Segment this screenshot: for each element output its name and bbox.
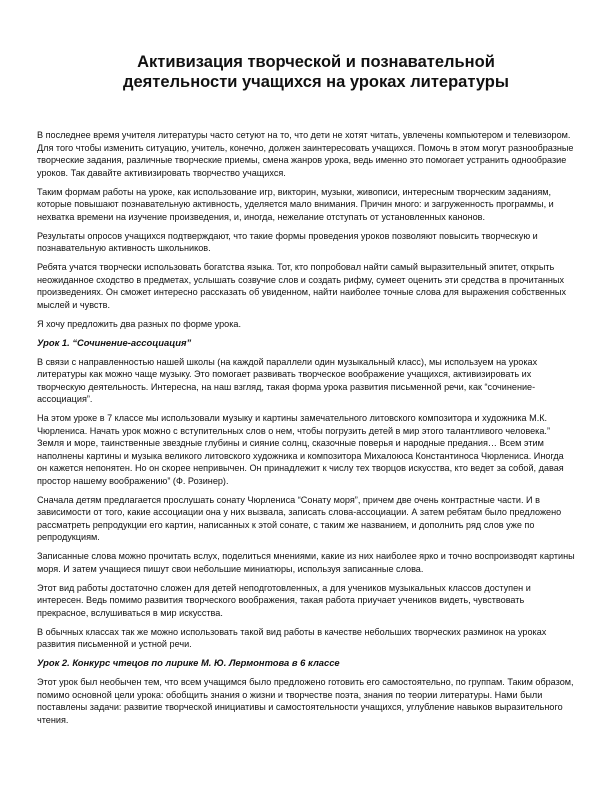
lesson-2-heading: Урок 2. Конкурс чтецов по лирике М. Ю. Лермонтова в 6 классе bbox=[37, 657, 340, 668]
paragraph-8: Сначала детям предлагается прослушать сонату Чюрлениса “Сонату моря”, причем две очень контрастные части. И в зависимости от того, какие ассоциации она у них вызвала, записать слова-ассоциации. А затем ребятам было предложено рассматреть репродукции его картин, написанных к этой сонате, с таким же названием, и дополнить ряд слов уже по репродукциям. bbox=[37, 494, 562, 542]
lesson-1-heading: Урок 1. “Сочинение-ассоциация” bbox=[37, 336, 192, 348]
paragraph-12: Этот урок был необычен тем, что всем учащимся было предложено готовить его самостоятельно, по группам. Таким образом, помимо основной цели урока: обобщить знания о жизни и творчестве поэта, знания по теории литературы. Нами были поставлены задачи: развитие творческой инициативы и самостоятельности учащихся, углубление навыков выразительного чтения. bbox=[37, 677, 574, 725]
paragraph-4: Ребята учатся творчески использовать богатства языка. Тот, кто попробовал найти самый выразительный эпитет, открыть неожиданное сходство в предметах, услышать созвучие слов и создать рифму, сумеет оценить эти средства в прочитанных произведениях. Он сможет интересно рассказать об увиденном, найти наиболее точные слова для выражения собственных мыслей и чувств. bbox=[37, 262, 566, 310]
paragraph-3: Результаты опросов учащихся подтверждают, что такие формы проведения уроков позволяют повысить творческую и познавательную активность школьников. bbox=[37, 230, 538, 253]
paragraph-9: Записанные слова можно прочитать вслух, поделиться мнениями, какие из них наиболее ярко и точно воспроизводят картины моря. И затем учащиеся пишут свои небольшие миниатюры, используя записанные слова. bbox=[37, 551, 575, 574]
title-line-1: Активизация творческой и познавательной bbox=[137, 53, 495, 71]
paragraph-5: Я хочу предложить два разных по форме урока. bbox=[37, 318, 242, 329]
paragraph-11: В обычных классах так же можно использовать такой вид работы в качестве небольших творческих разминок на уроках развития письменной и устной речи. bbox=[37, 626, 547, 649]
document-body bbox=[37, 129, 575, 733]
paragraph-10: Этот вид работы достаточно сложен для детей неподготовленных, а для учеников музыкальных классов доступен и интересен. Ведь помимо развития творческого воображения, такая работа приучает учеников видеть, чувствовать прекрасное, вслушиваться в мир искусства. bbox=[37, 582, 531, 618]
title-line-2: деятельности учащихся на уроках литературы bbox=[123, 73, 509, 91]
paragraph-6: В связи с направленностью нашей школы (на каждой параллели один музыкальный класс), мы используем на уроках литературы как можно чаще музыку. Это помогает развивать творческое воображение учащихся, активизировать их творческую деятельность. Интересна, на наш взгляд, такая форма урока развития письменной речи, как “сочинение-ассоциация”. bbox=[37, 356, 538, 404]
paragraph-2: Таким формам работы на уроке, как использование игр, викторин, музыки, живописи, интересным творческим заданиям, которые повышают познавательную активность, уделяется мало внимания. Причин много: и загруженность программы, и нехватка времени на изучение произведения, и, иногда, нежелание отступать от установленных канонов. bbox=[37, 186, 554, 222]
paragraph-1: В последнее время учителя литературы часто сетуют на то, что дети не хотят читать, увлечены компьютером и телевизором. Для того чтобы изменить ситуацию, учитель, конечно, должен заинтересовать учащихся. Помочь в этом могут разнообразные творческие задания, различные творческие приемы, смена жанров урока, ведь именно это помогает устранить однообразие уроков. Так давайте активизировать творчество учащихся. bbox=[37, 130, 574, 178]
document-title bbox=[60, 52, 572, 92]
paragraph-7: На этом уроке в 7 классе мы использовали музыку и картины замечательного литовского композитора и художника М.К. Чюрлениса. Начать урок можно с вступительных слов о нем, чтобы погрузить детей в мир этого талантливого человека.” Земля и море, таинственные звездные глубины и сияние солнц, сказочные поверья и народные предания… Всем этим наполнены картины и музыка великого литовского художника и композитора Михалоюса Константиноса Чюрлениса. Иногда он кажется непонятен. Но он скорее непривычен. Он принадлежит к числу тех творцов искусства, кто ведет за собой, давая простор нашему воображению” (Ф. Розинер). bbox=[37, 413, 564, 486]
